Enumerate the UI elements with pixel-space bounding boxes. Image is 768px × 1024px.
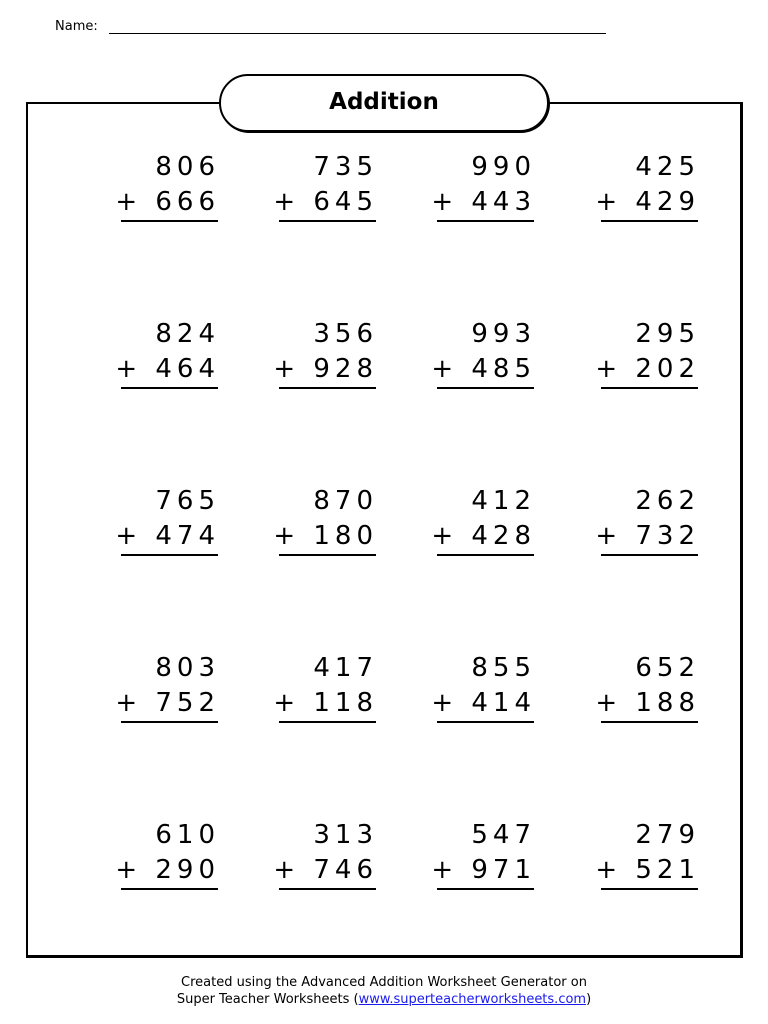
answer-line bbox=[279, 888, 376, 890]
addend-bottom: + 202 bbox=[595, 354, 700, 384]
answer-line bbox=[601, 554, 698, 556]
addend-top: 262 bbox=[635, 486, 700, 516]
addition-problem bbox=[431, 319, 536, 384]
addend-top: 412 bbox=[471, 486, 536, 516]
addend-bottom: + 290 bbox=[115, 855, 220, 885]
answer-line bbox=[437, 721, 534, 723]
answer-line bbox=[121, 387, 218, 389]
addition-problem bbox=[595, 820, 700, 885]
addend-top: 610 bbox=[155, 820, 220, 850]
answer-line bbox=[279, 721, 376, 723]
addend-bottom: + 443 bbox=[431, 187, 536, 217]
answer-line bbox=[437, 888, 534, 890]
title-box bbox=[219, 74, 549, 132]
addend-top: 803 bbox=[155, 653, 220, 683]
answer-line bbox=[121, 721, 218, 723]
footer-line-1: Created using the Advanced Addition Worksheet Generator on bbox=[181, 975, 587, 990]
addition-problem bbox=[273, 486, 378, 551]
addend-bottom: + 474 bbox=[115, 521, 220, 551]
addend-top: 855 bbox=[471, 653, 536, 683]
addition-problem bbox=[115, 486, 220, 551]
addend-bottom: + 666 bbox=[115, 187, 220, 217]
addend-top: 295 bbox=[635, 319, 700, 349]
addend-top: 990 bbox=[471, 152, 536, 182]
addend-top: 313 bbox=[313, 820, 378, 850]
footer-line-2 bbox=[0, 991, 768, 1008]
worksheet-title: Addition bbox=[329, 89, 439, 115]
answer-line bbox=[601, 888, 698, 890]
footer bbox=[0, 974, 768, 1008]
addend-bottom: + 188 bbox=[595, 688, 700, 718]
answer-line bbox=[279, 554, 376, 556]
answer-line bbox=[279, 220, 376, 222]
addition-problem bbox=[431, 820, 536, 885]
answer-line bbox=[601, 220, 698, 222]
addition-problem bbox=[431, 486, 536, 551]
addend-bottom: + 428 bbox=[431, 521, 536, 551]
addend-top: 425 bbox=[635, 152, 700, 182]
addend-top: 547 bbox=[471, 820, 536, 850]
addition-problem bbox=[431, 152, 536, 217]
answer-line bbox=[121, 888, 218, 890]
addend-bottom: + 180 bbox=[273, 521, 378, 551]
name-line[interactable] bbox=[109, 33, 606, 34]
addend-bottom: + 928 bbox=[273, 354, 378, 384]
addend-top: 735 bbox=[313, 152, 378, 182]
addend-top: 765 bbox=[155, 486, 220, 516]
addend-bottom: + 971 bbox=[431, 855, 536, 885]
answer-line bbox=[121, 554, 218, 556]
addition-problem bbox=[595, 319, 700, 384]
addend-bottom: + 485 bbox=[431, 354, 536, 384]
addend-bottom: + 118 bbox=[273, 688, 378, 718]
answer-line bbox=[121, 220, 218, 222]
addend-bottom: + 414 bbox=[431, 688, 536, 718]
addition-problem bbox=[115, 653, 220, 718]
addend-top: 417 bbox=[313, 653, 378, 683]
addition-problem bbox=[273, 319, 378, 384]
answer-line bbox=[601, 721, 698, 723]
footer-link[interactable]: www.superteacherworksheets.com bbox=[358, 992, 587, 1007]
addend-top: 356 bbox=[313, 319, 378, 349]
addition-problem bbox=[431, 653, 536, 718]
addend-bottom: + 752 bbox=[115, 688, 220, 718]
addition-problem bbox=[115, 319, 220, 384]
answer-line bbox=[437, 220, 534, 222]
addend-top: 824 bbox=[155, 319, 220, 349]
addend-bottom: + 429 bbox=[595, 187, 700, 217]
answer-line bbox=[437, 387, 534, 389]
addend-top: 870 bbox=[313, 486, 378, 516]
addition-problem bbox=[115, 152, 220, 217]
addition-problem bbox=[595, 653, 700, 718]
addend-bottom: + 645 bbox=[273, 187, 378, 217]
answer-line bbox=[601, 387, 698, 389]
addend-top: 806 bbox=[155, 152, 220, 182]
addition-problem bbox=[115, 820, 220, 885]
addend-bottom: + 521 bbox=[595, 855, 700, 885]
answer-line bbox=[279, 387, 376, 389]
addend-top: 993 bbox=[471, 319, 536, 349]
footer-prefix: Super Teacher Worksheets ( bbox=[176, 992, 359, 1007]
addend-bottom: + 732 bbox=[595, 521, 700, 551]
addition-problem bbox=[595, 152, 700, 217]
addend-bottom: + 746 bbox=[273, 855, 378, 885]
addend-top: 652 bbox=[635, 653, 700, 683]
footer-suffix: ) bbox=[586, 992, 592, 1007]
addition-problem bbox=[273, 152, 378, 217]
addition-problem bbox=[273, 820, 378, 885]
answer-line bbox=[437, 554, 534, 556]
name-label: Name: bbox=[55, 19, 98, 34]
addend-top: 279 bbox=[635, 820, 700, 850]
addition-problem bbox=[595, 486, 700, 551]
addition-problem bbox=[273, 653, 378, 718]
addend-bottom: + 464 bbox=[115, 354, 220, 384]
